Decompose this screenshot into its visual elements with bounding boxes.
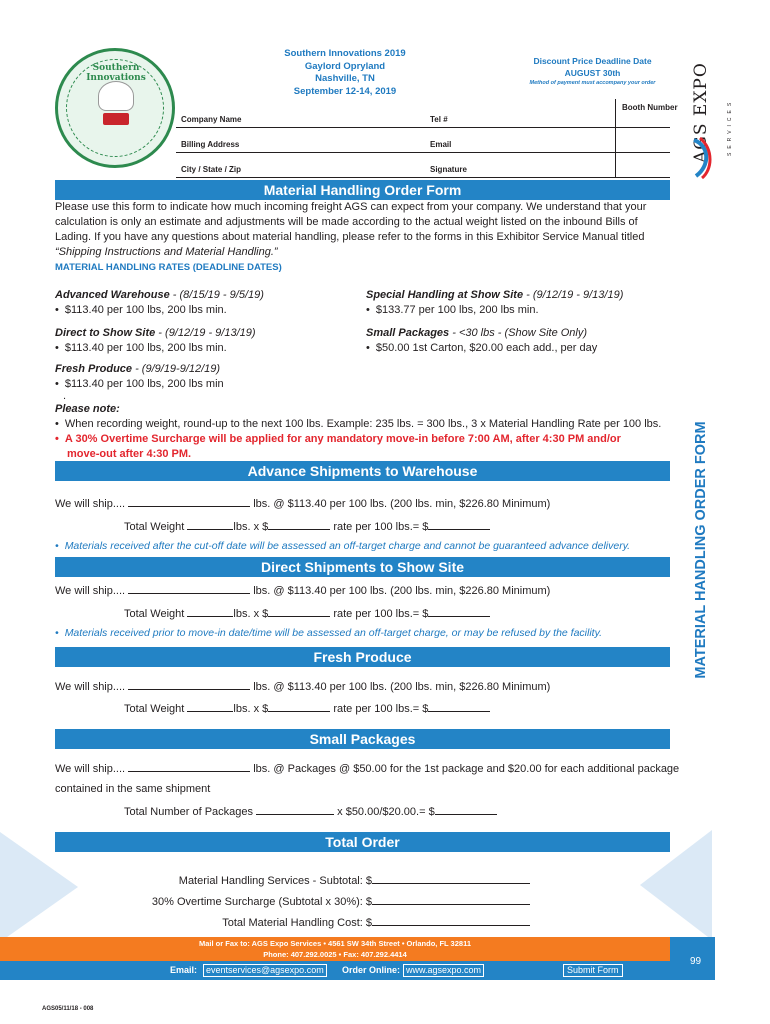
- deadline-date: AUGUST 30th: [564, 68, 621, 78]
- page-number: 99: [690, 956, 702, 967]
- billing-address-label: Billing Address: [181, 140, 240, 149]
- direct-lbs-field[interactable]: [128, 583, 250, 594]
- direct-total-weight-field[interactable]: [187, 606, 233, 617]
- subtotal-field[interactable]: [372, 873, 530, 884]
- event-name: Southern Innovations 2019: [284, 48, 406, 59]
- signature-label: Signature: [430, 165, 467, 174]
- side-title: MATERIAL HANDLING ORDER FORM: [693, 421, 709, 679]
- advance-lbs-field[interactable]: [128, 496, 250, 507]
- small-amount-field[interactable]: [435, 804, 497, 815]
- rates-heading: MATERIAL HANDLING RATES (DEADLINE DATES): [55, 262, 282, 273]
- small-total-row: Total Number of Packages x $50.00/$20.00.= $: [124, 804, 497, 820]
- fresh-lbs-field[interactable]: [128, 679, 250, 690]
- note-heading: Please note:: [55, 403, 120, 415]
- billing-email-line[interactable]: [176, 152, 670, 153]
- order-online-label: Order Online:: [342, 965, 401, 975]
- direct-note: • Materials received prior to move-in date/time will be assessed an off-target charge, or may be refused by the facility.: [55, 627, 602, 639]
- event-dates: September 12-14, 2019: [293, 85, 397, 97]
- ags-expo-logo: AGS EXPO SERVICES: [684, 40, 718, 190]
- intro-text: Please use this form to indicate how much incoming freight AGS can expect from your company. We understand that your calculation is only an estimate and adjustments will be made according to the actual weight listed on the inbound Bills of Lading. If you have any questions about material handling, please refer to the forms in this Exhibitor Service Manual titled “Shipping Instructions and Material Handling.” MATERIAL HANDLING RATES (DEADLINE DATES): [55, 200, 670, 275]
- deadline-title: Discount Price Deadline Date: [533, 56, 652, 66]
- rate-special-handling: Special Handling at Show Site - (9/12/19 - 9/13/19) • $133.77 per 100 lbs, 200 lbs min.: [366, 288, 666, 318]
- email-label: Email:: [170, 965, 198, 975]
- advance-shipments-bar: Advance Shipments to Warehouse: [55, 461, 670, 481]
- fresh-amount-field[interactable]: [428, 701, 490, 712]
- small-packages-bar: Small Packages: [55, 729, 670, 749]
- submit-form-button[interactable]: Submit Form: [563, 964, 623, 977]
- direct-ship-row: We will ship.... lbs. @ $113.40 per 100 lbs. (200 lbs. min, $226.80 Minimum): [55, 585, 551, 597]
- event-city: Nashville, TN: [315, 73, 375, 84]
- deadline-block: [510, 56, 675, 86]
- direct-amount-field[interactable]: [428, 606, 490, 617]
- advance-note: • Materials received after the cut-off date will be assessed an off-target charge and cannot be guaranteed advance delivery.: [55, 540, 630, 552]
- email-label: Email: [430, 140, 452, 149]
- direct-shipments-bar: Direct Shipments to Show Site: [55, 557, 670, 577]
- surcharge-row: 30% Overtime Surcharge (Subtotal x 30%): $: [150, 894, 530, 910]
- rate-small-packages: Small Packages - <30 lbs - (Show Site Only) • $50.00 1st Carton, $20.00 each add., per day: [366, 326, 666, 356]
- footer-contact-bar: [0, 937, 670, 961]
- total-cost-field[interactable]: [372, 915, 530, 926]
- small-package-count-field[interactable]: [256, 804, 334, 815]
- fresh-ship-row: We will ship.... lbs. @ $113.40 per 100 lbs. (200 lbs. min, $226.80 Minimum): [55, 681, 551, 693]
- note-item-2-cont: move-out after 4:30 PM.: [67, 448, 192, 460]
- company-tel-line[interactable]: [176, 127, 670, 128]
- direct-rate-field[interactable]: [268, 606, 330, 617]
- advance-total-weight-field[interactable]: [187, 519, 233, 530]
- advance-total-row: Total Weight lbs. x $ rate per 100 lbs.= $: [124, 519, 490, 535]
- event-seal: [55, 48, 175, 168]
- rate-advanced-warehouse: Advanced Warehouse - (8/15/19 - 9/5/19) • $113.40 per 100 lbs, 200 lbs min.: [55, 288, 355, 318]
- total-order-bar: Total Order: [55, 832, 670, 852]
- booth-number-field[interactable]: [615, 99, 670, 177]
- direct-total-row: Total Weight lbs. x $ rate per 100 lbs.= $: [124, 606, 490, 622]
- advance-rate-field[interactable]: [268, 519, 330, 530]
- city-state-zip-label: City / State / Zip: [181, 165, 242, 174]
- form-title-bar: Material Handling Order Form: [55, 180, 670, 200]
- fresh-produce-bar: Fresh Produce: [55, 647, 670, 667]
- surcharge-field[interactable]: [372, 894, 530, 905]
- event-header: [240, 48, 450, 98]
- fresh-total-row: Total Weight lbs. x $ rate per 100 lbs.= $: [124, 701, 490, 717]
- city-signature-line[interactable]: [176, 177, 670, 178]
- email-link[interactable]: eventservices@agsexpo.com: [203, 964, 327, 977]
- please-note: [55, 402, 695, 462]
- footer-links-bar: [0, 961, 670, 980]
- subtotal-row: Material Handling Services - Subtotal: $: [150, 873, 530, 889]
- deadline-note: Method of payment must accompany your order: [529, 80, 656, 86]
- tel-label: Tel #: [430, 115, 448, 124]
- rate-fresh-produce: Fresh Produce - (9/9/19-9/12/19) • $113.40 per 100 lbs, 200 lbs min .: [55, 362, 355, 400]
- small-lbs-field[interactable]: [128, 761, 250, 772]
- company-name-label: Company Name: [181, 115, 242, 124]
- fresh-rate-field[interactable]: [268, 701, 330, 712]
- small-ship-row: We will ship.... lbs. @ Packages @ $50.00 for the 1st package and $20.00 for each additional package: [55, 763, 680, 775]
- ags-swoosh-icon: [690, 136, 712, 180]
- small-ship-cont: contained in the same shipment: [55, 783, 211, 795]
- advance-amount-field[interactable]: [428, 519, 490, 530]
- fresh-total-weight-field[interactable]: [187, 701, 233, 712]
- note-item-1: • When recording weight, round-up to the next 100 lbs. Example: 235 lbs. = 300 lbs., 3 x Material Handling Rate per 100 lbs.: [55, 417, 695, 432]
- booth-number-label: Booth Number: [622, 103, 678, 112]
- order-online-link[interactable]: www.agsexpo.com: [403, 964, 484, 977]
- footer-mail-line: Mail or Fax to: AGS Expo Services • 4561 SW 34th Street • Orlando, FL 32811: [198, 939, 471, 948]
- intro-quote: “Shipping Instructions and Material Handling.”: [55, 246, 278, 258]
- footer-phone-line: Phone: 407.292.0025 • Fax: 407.292.4414: [263, 950, 407, 959]
- chef-hat-icon: [98, 81, 134, 111]
- form-code: AGS05/11/18 - 008: [42, 1006, 94, 1012]
- rate-direct-to-show: Direct to Show Site - (9/12/19 - 9/13/19) • $113.40 per 100 lbs, 200 lbs min.: [55, 326, 355, 356]
- event-venue: Gaylord Opryland: [304, 60, 386, 72]
- note-item-2: • A 30% Overtime Surcharge will be applied for any mandatory move-in before 7:00 AM, after 4:30 PM and/or: [55, 432, 695, 447]
- advance-ship-row: We will ship.... lbs. @ $113.40 per 100 lbs. (200 lbs. min, $226.80 Minimum): [55, 498, 551, 510]
- total-cost-row: Total Material Handling Cost: $: [150, 915, 530, 931]
- seal-text: Southern Innovations: [86, 63, 146, 83]
